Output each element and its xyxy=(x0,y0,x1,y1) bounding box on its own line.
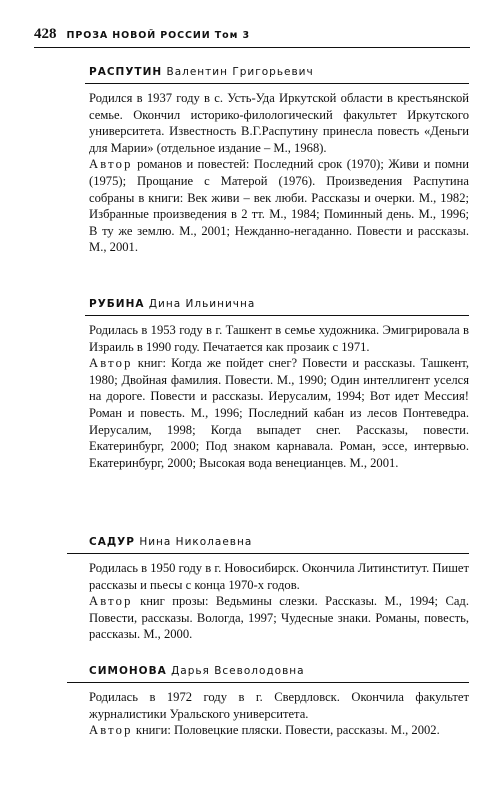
works-label: Автор xyxy=(89,723,133,738)
author-given-names: Валентин Григорьевич xyxy=(166,66,314,78)
running-title: ПРОЗА НОВОЙ РОССИИ Том 3 xyxy=(66,30,250,41)
works-text: книги: Половецкие пляски. Повести, рассказы. М., 2002. xyxy=(135,723,440,738)
header-rule xyxy=(34,47,470,48)
entry-works xyxy=(89,156,469,256)
author-surname: РАСПУТИН xyxy=(89,66,163,78)
entry-works xyxy=(89,593,469,643)
works-label: Автор xyxy=(89,157,133,172)
entry-bio: Родилась в 1953 году в г. Ташкент в семье художника. Эмигрировала в Израиль в 1990 году. Печатается как прозаик с 1971. xyxy=(89,323,469,354)
entry-body xyxy=(89,90,469,256)
entry-heading xyxy=(89,536,469,550)
author-entry-sadur xyxy=(89,536,469,643)
entry-heading xyxy=(89,298,469,312)
entry-works xyxy=(89,722,469,739)
entry-heading xyxy=(89,665,469,679)
author-surname: СИМОНОВА xyxy=(89,665,167,677)
author-given-names: Дарья Всеволодовна xyxy=(171,665,305,677)
page-number: 428 xyxy=(34,26,57,42)
entry-body xyxy=(89,560,469,643)
author-entry-rubina xyxy=(89,298,469,471)
entry-works xyxy=(89,355,469,471)
entry-bio: Родился в 1937 году в с. Усть-Уда Иркутской области в крестьянской семье. Окончил историко-филологический факультет Иркутского университета. Известность В.Г.Распутину принесла повесть «Деньги для Марии» (отдельное издание – М., 1968). xyxy=(89,91,469,155)
works-label: Автор xyxy=(89,594,133,609)
entry-bio: Родилась в 1950 году в г. Новосибирск. Окончила Литинститут. Пишет рассказы и пьесы с конца 1970-х годов. xyxy=(89,561,469,592)
author-given-names: Нина Николаевна xyxy=(139,536,253,548)
entry-rule xyxy=(67,553,469,554)
entry-bio: Родилась в 1972 году в г. Свердловск. Окончила факультет журналистики Уральского университета. xyxy=(89,690,469,721)
page-header xyxy=(34,26,469,43)
author-surname: САДУР xyxy=(89,536,135,548)
author-entry-rasputin xyxy=(89,66,469,256)
works-text: книг: Когда же пойдет снег? Повести и рассказы. Ташкент, 1980; Двойная фамилия. Повести. М., 1990; Один интеллигент уселся на дороге. Повести и рассказы. Иерусалим, 1994; Вот идет Мессия! Роман и повесть. М., 1996; Последний кабан из лесов Понтеведра. Иерусалим, 1998; Когда выпадет снег. Рассказы, повести. Екатеринбург, 2000; Под знаком карнавала. Роман, эссе, интервью. Екатеринбург, 2000; Высокая вода венецианцев. М., 2001. xyxy=(89,356,469,470)
works-text: книг прозы: Ведьмины слезки. Рассказы. М., 1994; Сад. Повести, рассказы. Вологда, 1997; Чудесные знаки. Романы, повесть, рассказы. М., 2000. xyxy=(89,594,469,642)
author-entry-simonova xyxy=(89,665,469,739)
works-text: романов и повестей: Последний срок (1970); Живи и помни (1975); Прощание с Матерой (1976). Произведения Распутина собраны в книги: Век живи – век люби. Рассказы и очерки. М., 1982; Избранные произведения в 2 тт. М., 1984; Поминный день. М., 1996; В ту же землю. М., 2001; Нежданно-негаданно. Повести и рассказы. М., 2001. xyxy=(89,157,469,255)
entry-body xyxy=(89,689,469,739)
author-surname: РУБИНА xyxy=(89,298,145,310)
entry-rule xyxy=(85,83,469,84)
entry-rule xyxy=(85,315,469,316)
entry-body xyxy=(89,322,469,471)
works-label: Автор xyxy=(89,356,133,371)
author-given-names: Дина Ильинична xyxy=(148,298,256,310)
entry-rule xyxy=(67,682,469,683)
entry-heading xyxy=(89,66,469,80)
